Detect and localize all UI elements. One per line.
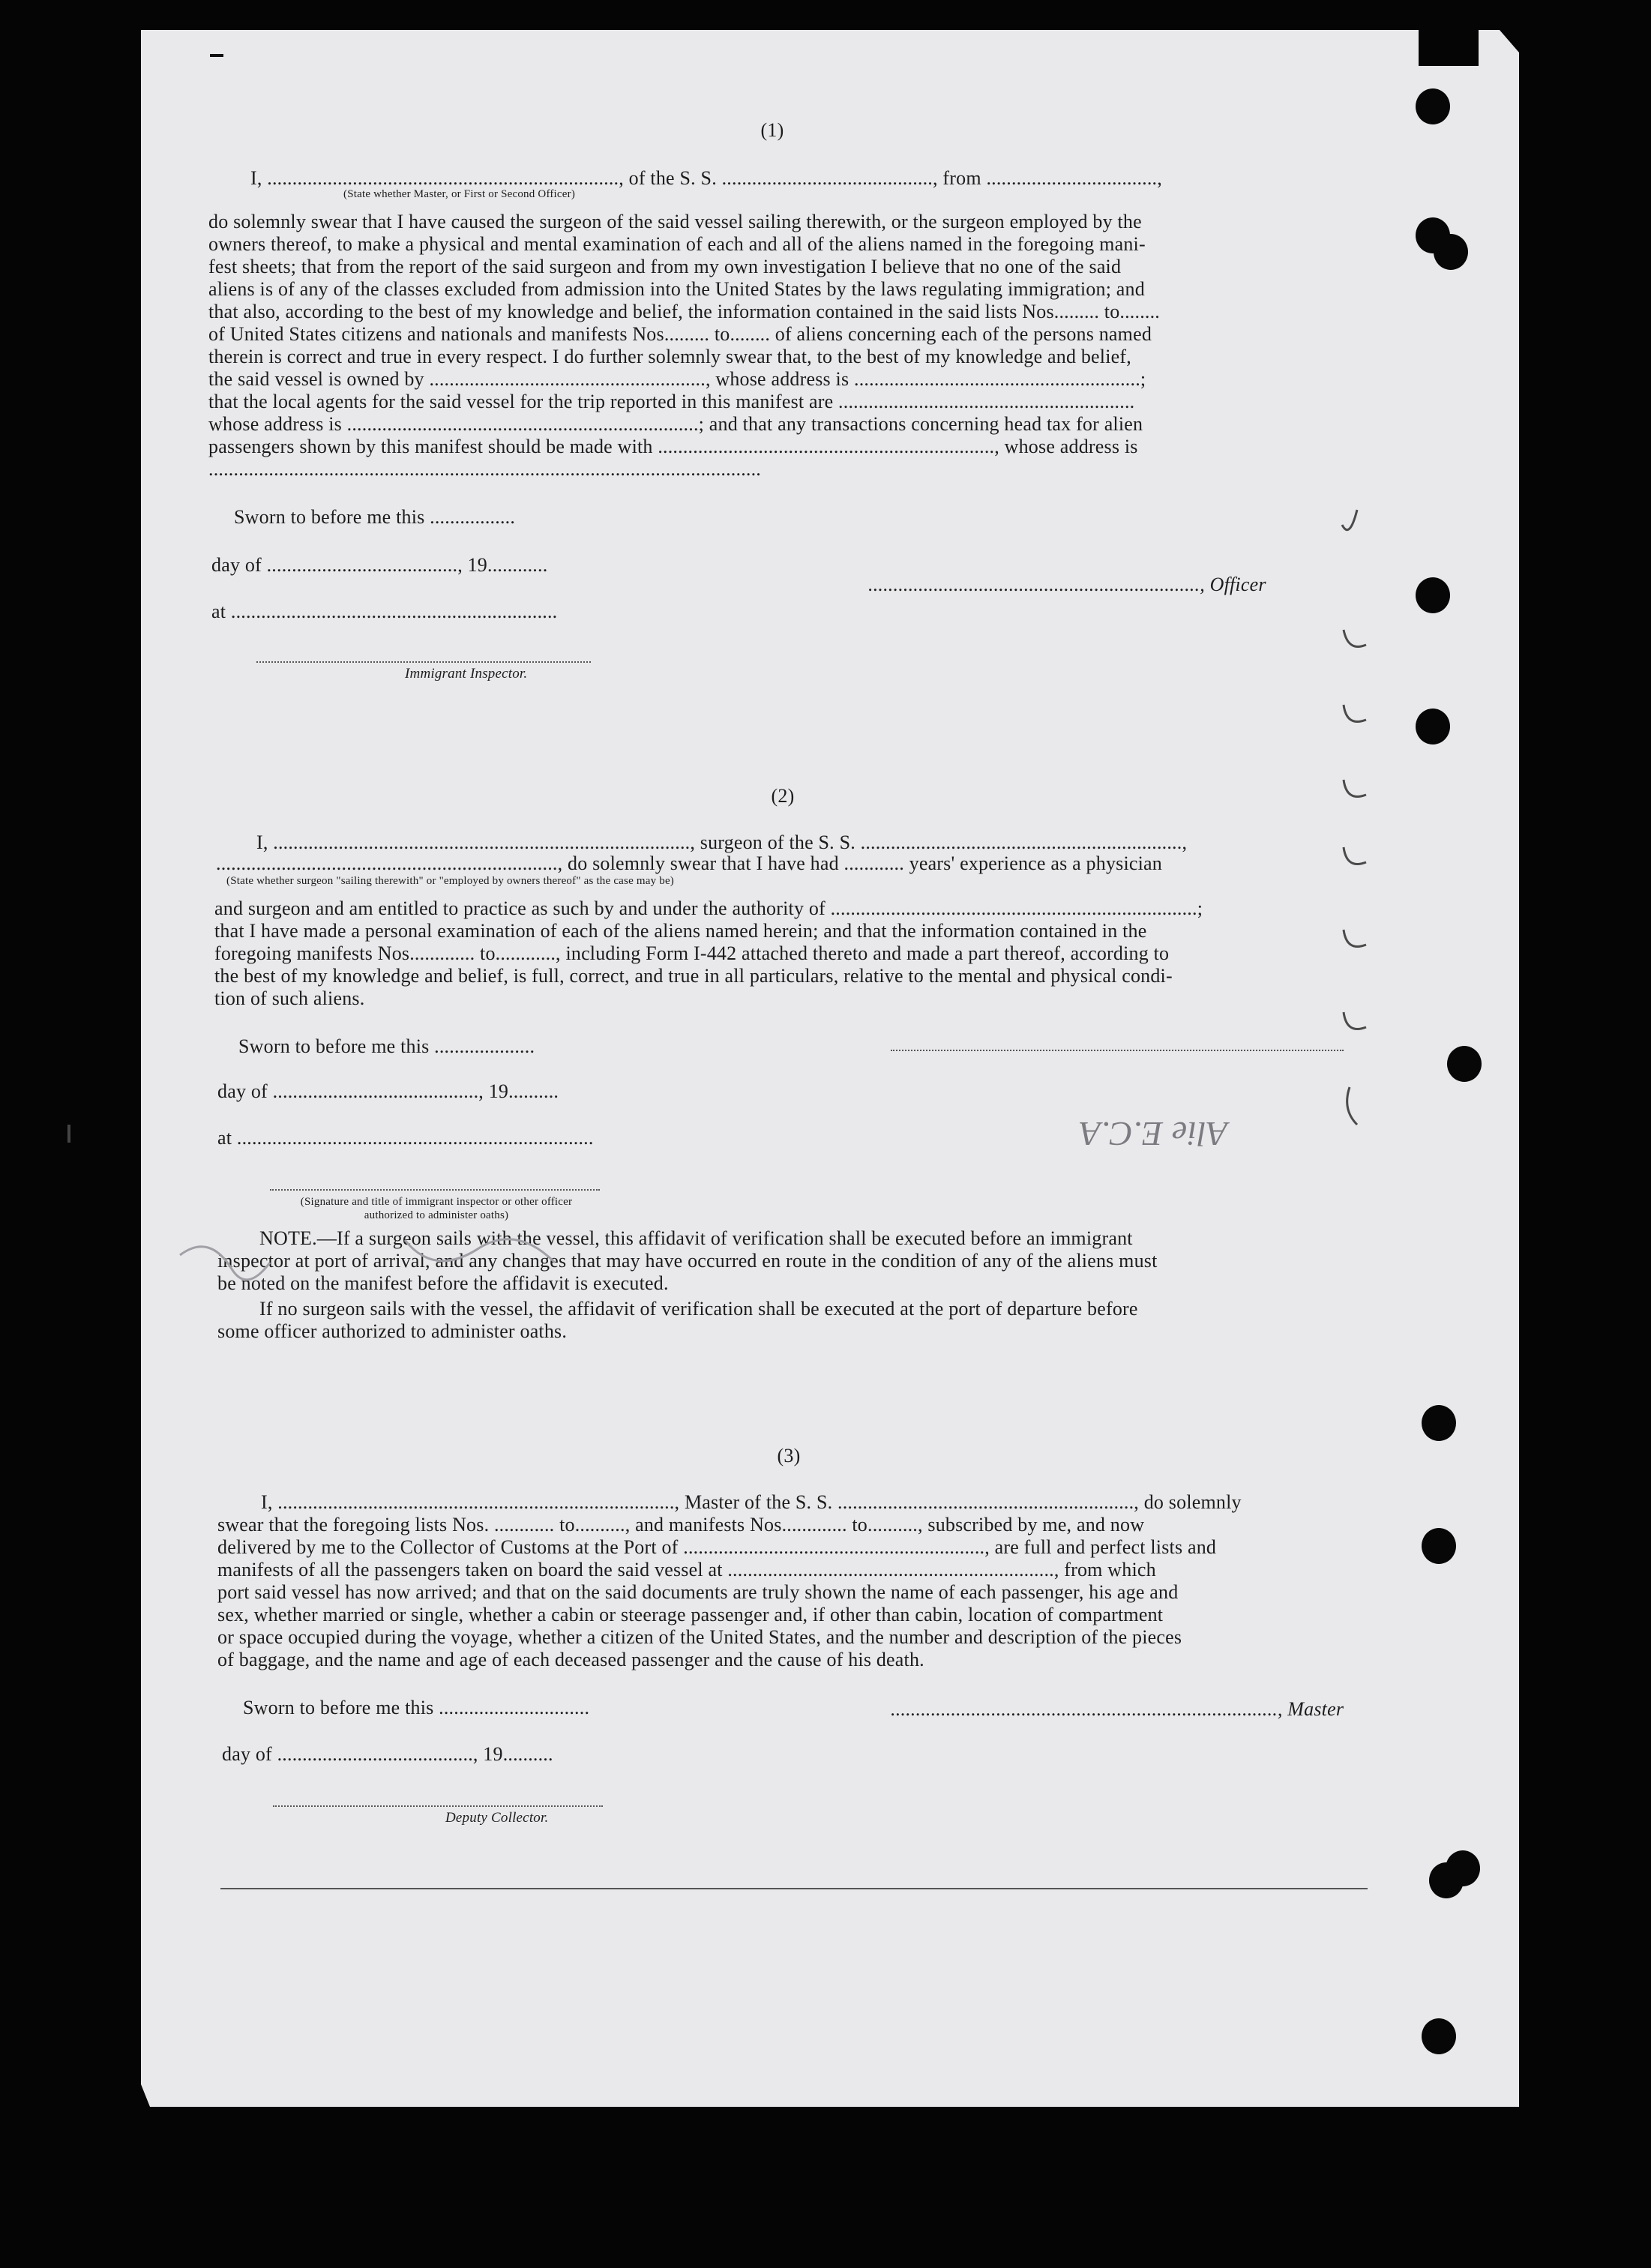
section-1-day-of: day of ......................................, 19............ [211,554,548,576]
paragraph-line: therein is correct and true in every respect. I do further solemnly swear that, to the best of my knowledge and belief, [208,346,1131,367]
section-2-signature-caption: (Signature and title of immigrant inspector or other officer authorized to administer oaths) [300,1196,573,1221]
paragraph-line: tion of such aliens. [214,987,365,1009]
paragraph-line: or space occupied during the voyage, whether a citizen of the United States, and the number and description of the pieces [217,1626,1182,1648]
paragraph-line: delivered by me to the Collector of Customs at the Port of ............................................................, are full and perfect lists and [217,1536,1217,1558]
punch-hole-icon [1446,1850,1480,1886]
paragraph-line: owners thereof, to make a physical and mental examination of each and all of the aliens named in the foregoing mani- [208,233,1146,255]
paragraph-line: the said vessel is owned by ......................................................., whose address is .........................................................; [208,368,1146,390]
checkmark-column-icon [1327,495,1417,1170]
paragraph-line: of United States citizens and nationals and manifests Nos......... to........ of aliens concerning each of the persons named [208,323,1152,345]
section-2-day-of: day of ........................................., 19.......... [217,1080,559,1102]
paragraph-line: the best of my knowledge and belief, is full, correct, and true in all particulars, relative to the mental and physical condi- [214,965,1173,987]
paragraph-line: that the local agents for the said vessel for the trip reported in this manifest are ........................................................... [208,391,1135,412]
note-line: be noted on the manifest before the affidavit is executed. [217,1272,669,1294]
section-3-master-line: ............................................................................., Master [891,1698,1344,1720]
section-1-master-caption: (State whether Master, or First or Second Officer) [343,188,576,200]
scan-tick [67,1125,70,1143]
paragraph-line: fest sheets; that from the report of the said surgeon and from my own investigation I believe that no one of the said [208,256,1122,277]
section-2-sworn: Sworn to before me this .................... [238,1035,535,1057]
section-3-day-of: day of ......................................., 19.......... [222,1743,553,1765]
paragraph-line: .............................................................................................................. [208,458,761,480]
section-1-officer-line: .................................................................., Officer [868,574,1266,595]
section-1-heading: (1) [760,119,784,141]
paragraph-line: manifests of all the passengers taken on board the said vessel at ................................................................., from which [217,1559,1156,1580]
paragraph-line: do solemnly swear that I have caused the surgeon of the said vessel sailing therewith, or the surgeon employed by the [208,211,1142,232]
section-2-inspector-rule [270,1189,600,1191]
note-line: If no surgeon sails with the vessel, the affidavit of verification shall be executed at the port of departure before [259,1298,1138,1320]
section-3-deputy-rule [273,1805,603,1807]
paragraph-line: that I have made a personal examination of each of the aliens named herein; and that the information contained in the [214,920,1147,942]
punch-hole-icon [1416,577,1450,613]
section-1-sworn: Sworn to before me this ................. [234,506,516,528]
paragraph-line: of baggage, and the name and age of each deceased passenger and the cause of his death. [217,1649,924,1670]
scan-tick [210,54,223,57]
section-2-at: at ....................................................................... [217,1127,594,1149]
punch-hole-icon [1416,88,1450,124]
paragraph-line: swear that the foregoing lists Nos. ............ to.........., and manifests Nos............. to.........., subscribed by me, and now [217,1514,1145,1535]
paragraph-line: I, ..............................................................................., Master of the S. S. ..........................................................., do solemnly [261,1491,1242,1513]
paragraph-line: whose address is ......................................................................; and that any transactions concerning head tax for alien [208,413,1143,435]
handwritten-annotation: Alie E.C.A [1080,1115,1228,1153]
section-1-inspector-caption: Immigrant Inspector. [405,666,528,682]
section-2-surgeon-caption: (State whether surgeon "sailing therewith" or "employed by owners thereof" as the case may be) [226,875,675,887]
paragraph-line: that also, according to the best of my knowledge and belief, the information contained in the said lists Nos......... to........ [208,301,1161,322]
section-2-signature-rule [891,1050,1344,1051]
scribble-marks-icon [165,1218,690,1308]
paragraph-line: and surgeon and am entitled to practice as such by and under the authority of .........................................................................; [214,897,1203,919]
punch-hole-icon [1434,234,1468,270]
torn-corner [1419,30,1479,66]
section-2-heading: (2) [771,785,795,807]
paragraph-line: passengers shown by this manifest should be made with ..................................................................., whose address is [208,436,1138,457]
note-line: inspector at port of arrival, and any changes that may have occurred en route in the condition of any of the aliens must [217,1250,1158,1272]
section-1-inspector-rule [256,661,591,663]
section-3-heading: (3) [777,1445,801,1467]
bottom-rule [220,1888,1368,1889]
paragraph-line: sex, whether married or single, whether a cabin or steerage passenger and, if other than cabin, location of compartment [217,1604,1164,1625]
paragraph-line: aliens is of any of the classes excluded from admission into the United States by the laws regulating immigration; and [208,278,1145,300]
section-3-deputy-caption: Deputy Collector. [445,1810,549,1826]
paragraph-line: foregoing manifests Nos............. to............, including Form I-442 attached thereto and made a part thereof, according to [214,942,1170,964]
note-line: some officer authorized to administer oaths. [217,1320,568,1342]
section-2-second-line: ...................................................................., do solemnly swear that I have had ............ years' experience as a physician [216,852,1162,874]
section-1-at: at ................................................................. [211,601,558,622]
punch-hole-icon [1422,1405,1456,1441]
section-3-sworn: Sworn to before me this .............................. [243,1697,590,1718]
punch-hole-icon [1422,1528,1456,1564]
paragraph-line: port said vessel has now arrived; and that on the said documents are truly shown the name of each passenger, his age and [217,1581,1179,1603]
punch-hole-icon [1416,709,1450,745]
section-1-first-line: I, ......................................................................, of the S. S. .........................................., from .................................., [250,167,1162,189]
punch-hole-icon [1422,2018,1456,2054]
note-line: NOTE.—If a surgeon sails with the vessel, this affidavit of verification shall be executed before an immigrant [259,1227,1133,1249]
punch-hole-icon [1447,1046,1482,1082]
section-2-first-line: I, ..................................................................................., surgeon of the S. S. ................................................................, [256,831,1188,853]
